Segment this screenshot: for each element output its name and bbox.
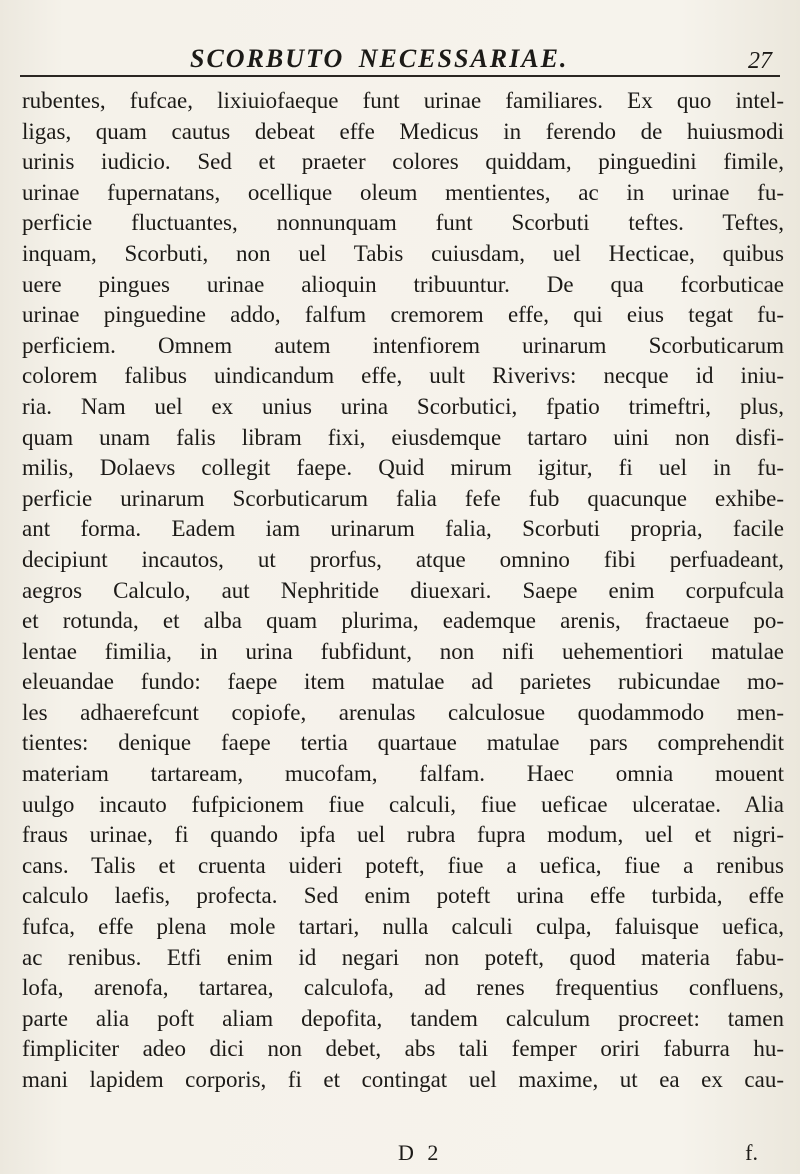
text-line: perficie urinarum Scorbuticarum falia fefe fub quacunque exhibe- [22, 485, 784, 511]
text-line: colorem falibus uindicandum effe, uult Riverivs: necque id iniu- [22, 363, 784, 389]
text-line: et rotunda, et alba quam plurima, eademque arenis, fractaeue po- [22, 608, 784, 634]
text-line: uulgo incauto fufpicionem fiue calculi, fiue ueficae ulceratae. Alia [22, 791, 784, 817]
body-text [22, 86, 784, 1096]
text-line: ria. Nam uel ex unius urina Scorbutici, fpatio trimeftri, plus, [22, 393, 784, 419]
header-rule [20, 75, 780, 77]
catchword: f. [745, 1140, 758, 1165]
text-line: milis, Dolaevs collegit faepe. Quid mirum igitur, fi uel in fu- [22, 455, 784, 481]
text-line: lofa, arenofa, tartarea, calculofa, ad renes frequentius confluens, [22, 975, 784, 1001]
signature-mark: D 2 [398, 1140, 443, 1165]
text-line: ant forma. Eadem iam urinarum falia, Scorbuti propria, facile [22, 516, 784, 542]
text-line: les adhaerefcunt copiofe, arenulas calculosue quodammodo men- [22, 699, 784, 725]
text-line: ligas, quam cautus debeat effe Medicus in ferendo de huiusmodi [22, 118, 784, 144]
text-line: calculo laefis, profecta. Sed enim poteft urina effe turbida, effe [22, 883, 784, 909]
text-line: inquam, Scorbuti, non uel Tabis cuiusdam, uel Hecticae, quibus [22, 240, 784, 266]
text-line: urinae fupernatans, ocellique oleum mentientes, ac in urinae fu- [22, 179, 784, 205]
text-line: materiam tartaream, mucofam, falfam. Haec omnia mouent [22, 761, 784, 787]
text-line: fraus urinae, fi quando ipfa uel rubra fupra modum, uel et nigri- [22, 822, 784, 848]
text-line: eleuandae fundo: faepe item matulae ad parietes rubicundae mo- [22, 669, 784, 695]
running-title: SCORBUTO NECESSARIAE. [190, 44, 569, 73]
text-line: perficie fluctuantes, nonnunquam funt Scorbuti teftes. Teftes, [22, 210, 784, 236]
text-line: perficiem. Omnem autem intenfiorem urinarum Scorbuticarum [22, 332, 784, 358]
text-line: tientes: denique faepe tertia quartaue matulae pars comprehendit [22, 730, 784, 756]
text-line: decipiunt incautos, ut prorfus, atque omnino fibi perfuadeant, [22, 546, 784, 572]
page-number: 27 [748, 48, 772, 74]
text-line: mani lapidem corporis, fi et contingat uel maxime, ut ea ex cau- [22, 1067, 784, 1092]
text-line: urinae pinguedine addo, falfum cremorem effe, qui eius tegat fu- [22, 302, 784, 328]
text-line: urinis iudicio. Sed et praeter colores quiddam, pinguedini fimile, [22, 149, 784, 175]
text-line: lentae fimilia, in urina fubfidunt, non nifi uehementiori matulae [22, 638, 784, 664]
text-line: cans. Talis et cruenta uideri poteft, fiue a uefica, fiue a renibus [22, 852, 784, 878]
text-line: fufca, effe plena mole tartari, nulla calculi culpa, faluisque uefica, [22, 914, 784, 940]
text-line: aegros Calculo, aut Nephritide diuexari. Saepe enim corpufcula [22, 577, 784, 603]
text-line: quam unam falis libram fixi, eiusdemque tartaro uini non disfi- [22, 424, 784, 450]
text-line: parte alia poft aliam depofita, tandem calculum procreet: tamen [22, 1005, 784, 1031]
text-line: ac renibus. Etfi enim id negari non poteft, quod materia fabu- [22, 944, 784, 970]
page-header [0, 38, 800, 78]
text-line: uere pingues urinae alioquin tribuuntur. De qua fcorbuticae [22, 271, 784, 297]
text-line: fimpliciter adeo dici non debet, abs tali femper oriri faburra hu- [22, 1036, 784, 1062]
text-line: rubentes, fufcae, lixiuiofaeque funt urinae familiares. Ex quo intel- [22, 88, 784, 113]
